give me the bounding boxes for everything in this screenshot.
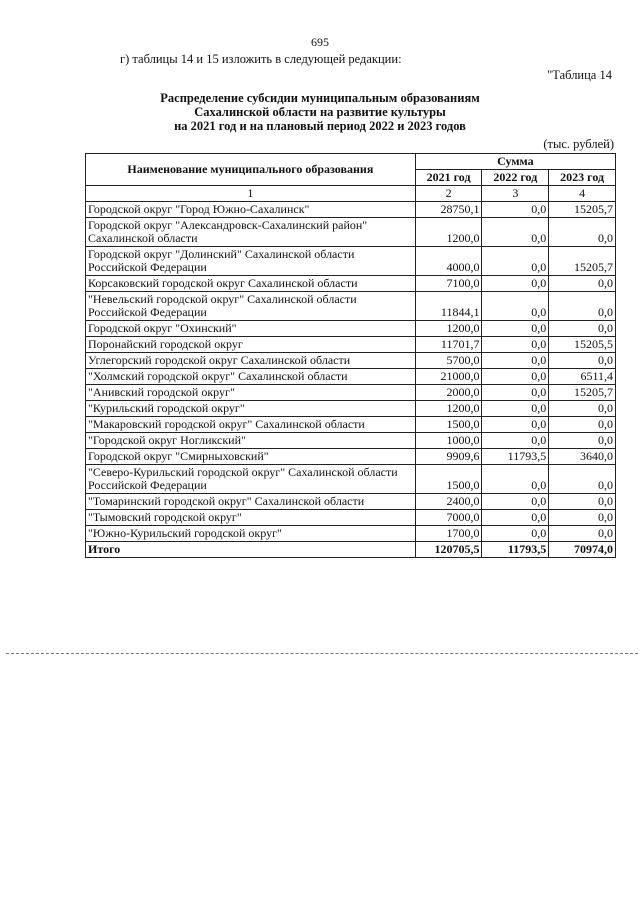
municipality-name: Городской округ "Долинский" Сахалинской области Российской Федерации: [86, 247, 416, 276]
table-row: [86, 433, 616, 449]
municipality-name: "Тымовский городской округ": [86, 510, 416, 526]
value-2023: 15205,5: [549, 337, 616, 353]
table-row: [86, 369, 616, 385]
subsidy-table: [85, 153, 616, 558]
value-2023: 0,0: [549, 433, 616, 449]
value-2021: 1200,0: [415, 218, 482, 247]
value-2022: 0,0: [482, 321, 549, 337]
value-2023: 0,0: [549, 292, 616, 321]
value-2021: 9909,6: [415, 449, 482, 465]
table-row: [86, 401, 616, 417]
value-2021: 11701,7: [415, 337, 482, 353]
municipality-name: "Южно-Курильский городской округ": [86, 526, 416, 542]
municipality-name: Корсаковский городской округ Сахалинской области: [86, 276, 416, 292]
value-2021: 21000,0: [415, 369, 482, 385]
column-index: 2: [415, 186, 482, 202]
value-2022: 0,0: [482, 353, 549, 369]
value-2022: 0,0: [482, 526, 549, 542]
table-reference: "Таблица 14: [547, 68, 612, 82]
total-row: [86, 542, 616, 558]
value-2023: 0,0: [549, 353, 616, 369]
header-name-column: Наименование муниципального образования: [86, 154, 416, 186]
table-row: [86, 202, 616, 218]
page-number: 695: [311, 35, 329, 49]
value-2021: 7100,0: [415, 276, 482, 292]
title-line-3: на 2021 год и на плановый период 2022 и 2023 годов: [174, 119, 466, 133]
value-2022: 0,0: [482, 494, 549, 510]
column-index-row: [86, 186, 616, 202]
value-2022: 0,0: [482, 218, 549, 247]
value-2022: 0,0: [482, 369, 549, 385]
value-2023: 0,0: [549, 417, 616, 433]
value-2023: 0,0: [549, 276, 616, 292]
municipality-name: Городской округ "Смирныховский": [86, 449, 416, 465]
table-row: [86, 218, 616, 247]
value-2022: 0,0: [482, 337, 549, 353]
column-index: 3: [482, 186, 549, 202]
value-2023: 0,0: [549, 494, 616, 510]
header-year-2023: 2023 год: [549, 170, 616, 186]
column-index: 4: [549, 186, 616, 202]
header-year-2022: 2022 год: [482, 170, 549, 186]
value-2023: 3640,0: [549, 449, 616, 465]
value-2021: 2400,0: [415, 494, 482, 510]
value-2023: 15205,7: [549, 202, 616, 218]
value-2021: 1500,0: [415, 465, 482, 494]
total-2022: 11793,5: [482, 542, 549, 558]
value-2021: 2000,0: [415, 385, 482, 401]
municipality-name: "Холмский городской округ" Сахалинской области: [86, 369, 416, 385]
value-2021: 1700,0: [415, 526, 482, 542]
value-2023: 15205,7: [549, 247, 616, 276]
value-2022: 11793,5: [482, 449, 549, 465]
table-row: [86, 417, 616, 433]
value-2023: 0,0: [549, 218, 616, 247]
municipality-name: Городской округ "Город Южно-Сахалинск": [86, 202, 416, 218]
title-line-2: Сахалинской области на развитие культуры: [194, 105, 446, 119]
total-2023: 70974,0: [549, 542, 616, 558]
table-row: [86, 526, 616, 542]
value-2023: 0,0: [549, 510, 616, 526]
municipality-name: "Городской округ Ногликский": [86, 433, 416, 449]
units-label: (тыс. рублей): [543, 137, 614, 151]
value-2021: 7000,0: [415, 510, 482, 526]
table-row: [86, 321, 616, 337]
value-2021: 11844,1: [415, 292, 482, 321]
table-row: [86, 276, 616, 292]
value-2021: 1500,0: [415, 417, 482, 433]
table-row: [86, 292, 616, 321]
value-2022: 0,0: [482, 385, 549, 401]
municipality-name: "Невельский городской округ" Сахалинской области Российской Федерации: [86, 292, 416, 321]
total-2021: 120705,5: [415, 542, 482, 558]
table-row: [86, 494, 616, 510]
value-2023: 0,0: [549, 401, 616, 417]
value-2021: 4000,0: [415, 247, 482, 276]
intro-text: г) таблицы 14 и 15 изложить в следующей редакции:: [120, 52, 402, 66]
municipality-name: "Макаровский городской округ" Сахалинской области: [86, 417, 416, 433]
value-2021: 1200,0: [415, 401, 482, 417]
column-index: 1: [86, 186, 416, 202]
value-2023: 0,0: [549, 321, 616, 337]
value-2021: 28750,1: [415, 202, 482, 218]
value-2022: 0,0: [482, 433, 549, 449]
municipality-name: "Северо-Курильский городской округ" Сахалинской области Российской Федерации: [86, 465, 416, 494]
municipality-name: Поронайский городской округ: [86, 337, 416, 353]
table-row: [86, 385, 616, 401]
value-2023: 15205,7: [549, 385, 616, 401]
value-2023: 0,0: [549, 526, 616, 542]
value-2022: 0,0: [482, 292, 549, 321]
value-2022: 0,0: [482, 401, 549, 417]
municipality-name: Городской округ "Александровск-Сахалинский район" Сахалинской области: [86, 218, 416, 247]
table-row: [86, 510, 616, 526]
value-2022: 0,0: [482, 247, 549, 276]
header-sum-column: Сумма: [415, 154, 615, 170]
table-row: [86, 449, 616, 465]
value-2022: 0,0: [482, 510, 549, 526]
table-row: [86, 465, 616, 494]
municipality-name: "Анивский городской округ": [86, 385, 416, 401]
page-divider: [6, 653, 638, 654]
table-row: [86, 353, 616, 369]
municipality-name: "Курильский городской округ": [86, 401, 416, 417]
table-row: [86, 247, 616, 276]
title-line-1: Распределение субсидии муниципальным образованиям: [160, 91, 480, 105]
value-2022: 0,0: [482, 417, 549, 433]
header-year-2021: 2021 год: [415, 170, 482, 186]
table-row: [86, 337, 616, 353]
value-2021: 1200,0: [415, 321, 482, 337]
value-2021: 1000,0: [415, 433, 482, 449]
value-2022: 0,0: [482, 465, 549, 494]
municipality-name: Углегорский городской округ Сахалинской области: [86, 353, 416, 369]
value-2023: 0,0: [549, 465, 616, 494]
table-title: [0, 91, 640, 133]
value-2021: 5700,0: [415, 353, 482, 369]
value-2022: 0,0: [482, 276, 549, 292]
municipality-name: Городской округ "Охинский": [86, 321, 416, 337]
total-label: Итого: [86, 542, 416, 558]
municipality-name: "Томаринский городской округ" Сахалинской области: [86, 494, 416, 510]
value-2023: 6511,4: [549, 369, 616, 385]
value-2022: 0,0: [482, 202, 549, 218]
